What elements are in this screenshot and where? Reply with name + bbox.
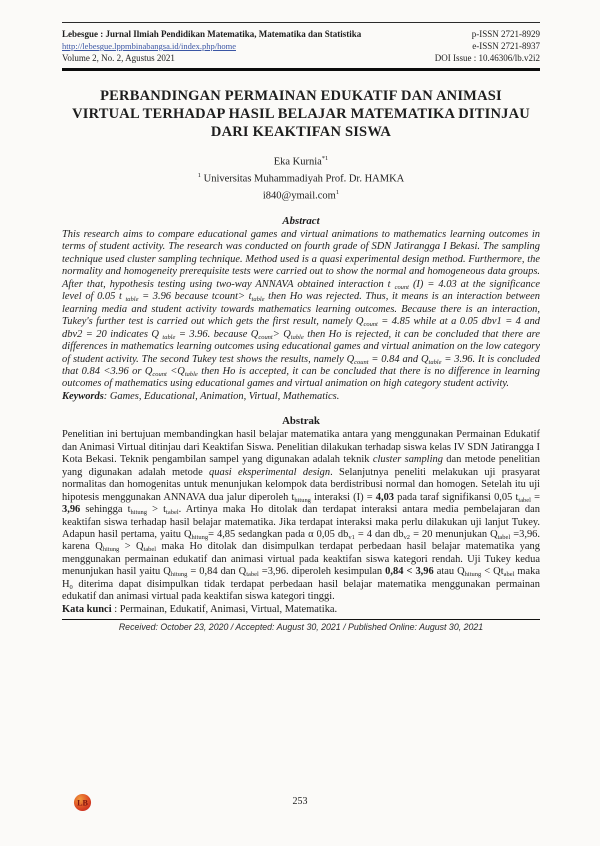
journal-header-right [435,28,540,64]
header-divider [62,68,540,71]
author-affiliation: $^1$ Universitas Muhammadiyah Prof. Dr. HAMKA [197,172,405,185]
abstract-id-text: Penelitian ini bertujuan membandingkan hasil belajar matematika antara yang menggunakan Permainan Edukatif dan Animasi Virtual ditinjau dari Keaktifan Siswa. Penelitian dilakukan terhadap siswa kelas IV SDN Jatirangga I Kota Bekasi. Teknik pengambilan sampel yang digunakan adalah teknik cluster sampling dan metode penelitian yang digunakan adalah metode quasi eksperimental design. Selanjutnya peneliti melakukan uji prasyarat normalitas dan homogenitas untuk menunjukan kelompok data berdistribusi normal dan homogen. Setelah itu uji hipotesis menggunakan ANNAVA dua jalur diperoleh $t_{hitung}$ interaksi (I) = 4,03 pada taraf signifikansi 0,05 $t_{tabel} = 3,96$ sehingga $t_{hitung} > t_{tabel}$. Artinya maka Ho ditolak dan terdapat interaksi antara media pembelajaran dan keaktifan siswa terhadap hasil belajar matematika. Jika terdapat interaksi maka perlu dilakukan uji lanjut Tukey. Adapun hasil pertama, yaitu $Q_{hitung}= 4,85$ sedangkan pada α 0,05 $db_{v1} = 4$ dan $db_{v2} = 20$ menunjukan $Q_{tabel} =3,96$. karena $Q_{hitung} > Q_{tabel}$ maka Ho ditolak dan disimpulkan terdapat perbedaan hasil belajar matematika yang menggunakan permainan edukatif dan animasi virtual pada keaktifan siswa kategori rendah. Uji Tukey kedua menunjukan hasil yaitu $Q_{hitung} = 0,84$ dan $Q_{tabel} =3,96$. diperoleh kesimpulan 0,84 < 3,96 atau $Q_{hitung} < Qt_{abel}$ maka $H_0$ diterima dapat disimpulkan tidak terdapat perbedaan hasil belajar matematika menggunakan permainan edukatif dan animasi virtual pada keaktifan siswa kategori tinggi. [62,429,541,603]
keywords-en-label: Keywords [62,390,104,402]
doi-issue: DOI Issue : 10.46306/lb.v2i2 [434,53,540,63]
journal-header-left [62,28,361,64]
dates-divider [62,619,540,620]
email-superscript: 1 [335,189,340,196]
journal-url-link[interactable]: http://lebesgue.lppmbinabangsa.id/index.php/home [62,41,236,51]
keywords-id-line [62,604,540,617]
keywords-en-line [62,391,540,404]
abstract-en-text: This research aims to compare educational games and virtual animations to mathematics learning outcomes in terms of student activity. The research was conducted on fourth grade of SDN Jatirangga I Bekasi. The sampling technique used cluster sampling technique. Method used is a quasi experimental design method. Furthermore, the normality and homogeneity prerequisite tests were carried out to show the normal and homogeneous data groups. After that, hypothesis testing using two-way ANNAVA obtained interaction t $_{count}$ (I) = 4.03 at the significance level of 0.05 t $_{table}$ = 3.96 because tcount> $t_{table}$ then Ho was rejected. Thus, it means is an interaction between learning media and student activity towards mathematics learning outcomes. Because there is an interaction, Tukey's further test is carried out which gets the first result, namely $Q_{count} = 4.85$ while at a 0.05 dbv1 = 4 and dbv2 = 20 indicates Q $_{table}$ = 3.96. because $Q_{count}> Q_{table}$ then Ho is rejected, it can be concluded that there are differences in mathematics learning outcomes using educational games and virtual animation on the low category of student activity. The second Tukey test shows the results, namely $Q_{count} = 0.84$ and $Q_{table} = 3.96$. It is concluded that 0.84 <3.96 or $Q_{count} <Q_{table}$ then Ho is accepted, it can be concluded that there is no difference in learning outcomes of mathematics using educational games and virtual animation on high category student activity. [62,229,541,390]
author-block [62,152,540,203]
e-issn: e-ISSN 2721-8937 [472,41,540,51]
author-email: i840@ymail.com$^1$ [262,189,340,202]
keywords-en-text: : Games, Educational, Animation, Virtual, Mathematics. [103,390,340,402]
volume-line: Volume 2, No. 2, Agustus 2021 [62,53,175,63]
journal-header [62,22,540,64]
abstract-en-heading: Abstract [282,215,320,227]
author-name: Eka Kurnia$^{*1}$ [273,155,329,168]
p-issn: p-ISSN 2721-8929 [471,29,540,39]
journal-title: Lebesgue : Jurnal Ilmiah Pendidikan Matematika, Matematika dan Statistika [62,29,362,39]
svg-text:LB: LB [77,798,88,808]
abstract-id-heading: Abstrak [282,415,320,428]
page-content [62,0,540,632]
page-number: 253 [292,796,308,807]
author-name-superscript: *1 [321,155,329,162]
paper-title: PERBANDINGAN PERMAINAN EDUKATIF DAN ANIMASI VIRTUAL TERHADAP HASIL BELAJAR MATEMATIKA DITINJAU DARI KEAKTIFAN SISWA [72,88,530,140]
keywords-id-text: : Permainan, Edukatif, Animasi, Virtual, Matematika. [111,603,338,615]
dates-line: Received: October 23, 2020 / Accepted: August 30, 2021 / Published Online: August 30, 2021 [118,622,484,633]
keywords-id-label: Kata kunci [62,603,112,615]
affiliation-superscript: 1 [197,172,201,179]
